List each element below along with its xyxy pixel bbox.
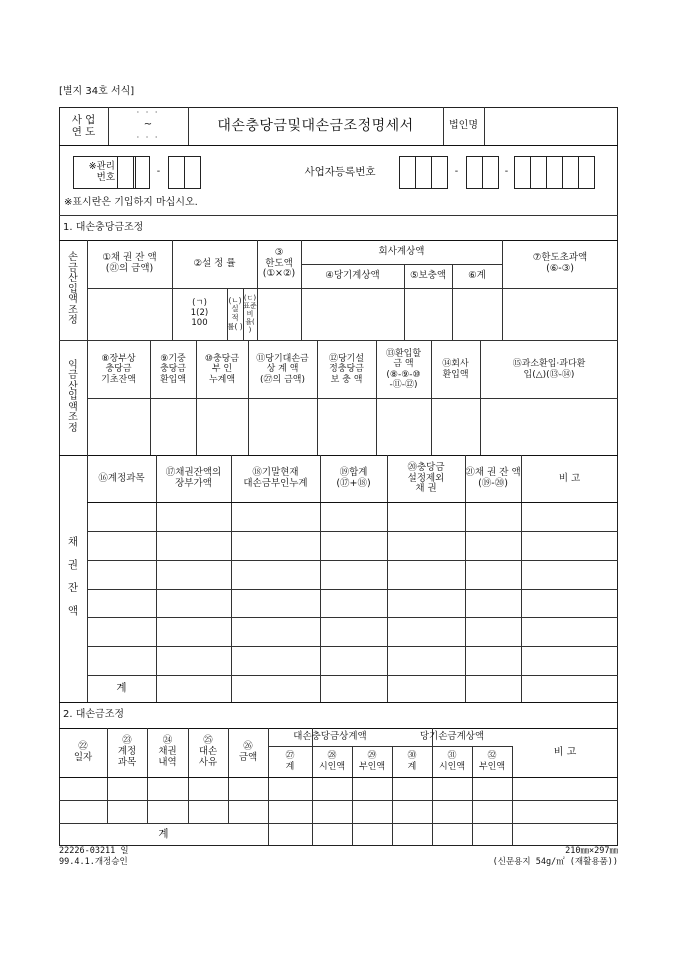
excluded-receivables-cell[interactable] — [387, 589, 465, 617]
book-value-cell[interactable] — [156, 560, 231, 589]
remarks-cell[interactable] — [512, 777, 618, 800]
approval-date: 99.4.1.개정승인 — [59, 856, 128, 867]
account-cell[interactable] — [87, 617, 156, 646]
table-row — [87, 531, 618, 560]
side-label-char: 입 — [68, 391, 78, 403]
reversal-amount-input[interactable] — [376, 398, 431, 455]
form-title: 대손충당금및대손금조정명세서 — [217, 117, 414, 134]
account-cell[interactable] — [87, 531, 156, 560]
receivable-balance-cell[interactable] — [465, 646, 521, 675]
col-reversal-amount: ⑬환입할 금 액 (⑧-⑨-⑩ -⑪-⑫) — [385, 348, 422, 390]
period-separator: ~ — [143, 119, 153, 131]
nondeductible-adjustment-side-label — [59, 340, 87, 455]
col-book-allowance-opening: ⑧장부상 충당금 기초잔액 — [101, 353, 136, 385]
col-allowance-supplement: ⑫당기설 정충당금 보 충 액 — [328, 353, 365, 385]
form-code: 22226-03211 일 — [59, 846, 129, 856]
rate-option-b[interactable]: (ㄴ) 실 적 률( ) — [227, 295, 243, 331]
divider — [87, 675, 618, 676]
company-recorded-group: 회사계상액 — [378, 245, 425, 257]
offset-disallowed-cell[interactable] — [352, 777, 392, 800]
col-company-reversal: ⑭회사 환입액 — [442, 359, 469, 380]
col-receivable-detail: ㉔ 채권 내역 — [158, 735, 177, 768]
side-label-char: 금 — [68, 370, 78, 382]
sum-cell[interactable] — [320, 531, 387, 560]
expense-total-cell[interactable] — [392, 777, 432, 800]
business-year-field[interactable] — [108, 107, 188, 145]
allowance-reversal-input[interactable] — [150, 398, 196, 455]
biz-reg-digit-8[interactable] — [546, 156, 563, 189]
col-account: ⑯계정과목 — [98, 472, 145, 484]
col-offset-allowed: ㉘ 시인액 — [318, 751, 346, 772]
section2-total-label: 계 — [158, 827, 169, 840]
col-expense-total: ㉚ 계 — [407, 751, 417, 772]
excluded-receivables-cell[interactable] — [387, 560, 465, 589]
table-row — [87, 617, 618, 646]
company-reversal-input[interactable] — [431, 398, 480, 455]
side-label-char: 정 — [68, 422, 78, 434]
col-account: ㉓ 계정 과목 — [117, 735, 137, 768]
offset-total-cell[interactable] — [268, 777, 312, 800]
col-total: ⑥계 — [468, 269, 486, 281]
side-label-char: 액 — [68, 401, 78, 413]
biz-reg-digit-5[interactable] — [482, 156, 499, 189]
mgmt-no-label: ※관리 번호 — [88, 160, 115, 183]
side-label-char: 입 — [68, 283, 78, 295]
admin-notice: ※표시란은 기입하지 마십시오. — [64, 197, 198, 209]
excluded-receivables-cell[interactable] — [387, 502, 465, 531]
table-row — [87, 646, 618, 675]
sum-cell[interactable] — [320, 617, 387, 646]
biz-reg-digit-9[interactable] — [562, 156, 579, 189]
biz-reg-dash-1: - — [454, 166, 459, 178]
date-cell[interactable] — [59, 777, 107, 800]
remarks-cell[interactable] — [512, 800, 618, 823]
mgmt-no-digit-4[interactable] — [184, 156, 201, 189]
bad-debt-disallowed-cell[interactable] — [231, 589, 320, 617]
biz-reg-digit-2[interactable] — [415, 156, 432, 189]
limit-amount-input[interactable] — [257, 288, 301, 340]
side-label-char: 권 — [67, 558, 79, 571]
side-label-char: 채 — [67, 535, 79, 548]
bad-debt-disallowed-cell[interactable] — [231, 531, 320, 560]
side-label-char: 잔 — [67, 582, 79, 594]
col-current-recorded: ④당기계상액 — [325, 269, 380, 281]
expense-allowed-cell[interactable] — [432, 800, 472, 823]
col-bad-debt-disallowed: ⑱기말현재 대손금부인누계 — [243, 467, 308, 489]
table-row — [59, 800, 618, 823]
current-recorded-input[interactable] — [301, 288, 404, 340]
corp-name-label: 법인명 — [449, 120, 478, 132]
under-over-reversal-input[interactable] — [480, 398, 618, 455]
side-label-char: 익 — [68, 359, 78, 371]
allowance-offset-group: 대손충당금상계액 — [293, 730, 367, 742]
expense-disallowed-cell[interactable] — [472, 777, 512, 800]
offset-disallowed-cell[interactable] — [352, 800, 392, 823]
allowance-supplement-input[interactable] — [317, 398, 376, 455]
offset-allowed-cell[interactable] — [312, 800, 352, 823]
rate-option-c[interactable]: (ㄷ) 표준비 율( ) — [243, 293, 257, 335]
divider — [59, 145, 618, 146]
biz-reg-digit-7[interactable] — [530, 156, 547, 189]
book-value-cell[interactable] — [156, 531, 231, 560]
col-remarks: 비 고 — [553, 746, 577, 758]
bad-debt-offset-input[interactable] — [248, 398, 317, 455]
col-sum: ⑲합계 (⑰+⑱) — [336, 467, 371, 489]
book-value-cell[interactable] — [156, 617, 231, 646]
side-label-char: 금 — [68, 262, 78, 274]
current-expense-group: 당기손금계상액 — [419, 730, 485, 742]
col-offset-total: ㉗ 계 — [285, 751, 295, 772]
offset-total-cell[interactable] — [268, 800, 312, 823]
col-receivable-balance: ㉑채 권 잔 액 (⑲-⑳) — [465, 467, 521, 489]
section2-title: 2. 대손금조정 — [63, 709, 125, 721]
footer-left — [59, 846, 259, 867]
form-number-label: [별지 34호 서식] — [59, 86, 135, 98]
table-row — [59, 777, 618, 800]
col-limit-excess: ⑦한도초과액 (⑥-③) — [532, 252, 588, 274]
sum-cell[interactable] — [320, 560, 387, 589]
side-label-char: 조 — [68, 412, 78, 424]
side-label-char: 손 — [68, 252, 78, 264]
footer-right — [380, 846, 618, 867]
excluded-receivables-cell[interactable] — [387, 646, 465, 675]
col-expense-allowed: ㉛ 시인액 — [438, 751, 466, 772]
supplement-input[interactable] — [404, 288, 452, 340]
side-label-char: 액 — [67, 605, 79, 618]
receivable-balance-cell[interactable] — [465, 617, 521, 646]
amount-cell[interactable] — [228, 800, 268, 823]
amount-cell[interactable] — [228, 777, 268, 800]
receivables-side-label — [59, 502, 87, 652]
col-expense-disallowed: ㉜ 부인액 — [478, 751, 506, 772]
account-cell[interactable] — [87, 589, 156, 617]
remarks-cell[interactable] — [521, 560, 618, 589]
mgmt-no-digit-1[interactable] — [117, 156, 134, 189]
col-remarks: 비 고 — [558, 472, 581, 484]
bad-debt-disallowed-cell[interactable] — [231, 646, 320, 675]
limit-excess-input[interactable] — [502, 288, 618, 340]
remarks-cell[interactable] — [521, 502, 618, 531]
bad-debt-disallowed-cell[interactable] — [231, 617, 320, 646]
side-label-char: 액 — [68, 294, 78, 306]
col-bad-debt-reason: ㉕ 대손 사유 — [198, 735, 218, 768]
col-allowance-disallowed-cumulative: ⑩충당금 부 인 누계액 — [204, 353, 240, 385]
col-excluded-receivables: ⑳충당금 설정제외 채 권 — [407, 461, 445, 495]
side-label-char: 산 — [68, 273, 78, 285]
sum-cell[interactable] — [320, 646, 387, 675]
col-bad-debt-offset: ⑪당기대손금 상 계 액 (㉗의 금액) — [256, 353, 309, 385]
receivable-detail-cell[interactable] — [147, 777, 188, 800]
bad-debt-disallowed-cell[interactable] — [231, 560, 320, 589]
paper-size: 210㎜×297㎜ — [565, 846, 618, 856]
sum-cell[interactable] — [320, 589, 387, 617]
col-limit-amount: ③ 한도액 (①×②) — [262, 246, 296, 280]
excluded-receivables-cell[interactable] — [387, 531, 465, 560]
account-cell[interactable] — [87, 502, 156, 531]
receivable-balance-cell[interactable] — [465, 531, 521, 560]
excluded-receivables-cell[interactable] — [387, 617, 465, 646]
bad-debt-reason-cell[interactable] — [188, 800, 228, 823]
col-book-value: ⑰채권잔액의 장부가액 — [165, 467, 222, 489]
col-under-over-reversal: ⑮과소환입·과다환 입(△)(⑬-⑭) — [512, 359, 586, 380]
account-cell[interactable] — [87, 560, 156, 589]
biz-reg-dash-2: - — [504, 166, 509, 178]
divider — [268, 823, 269, 845]
book-allowance-opening-input[interactable] — [87, 398, 150, 455]
receivable-balance-input[interactable] — [87, 288, 172, 340]
remarks-cell[interactable] — [521, 531, 618, 560]
expense-allowed-cell[interactable] — [432, 777, 472, 800]
period-end-dots: · · · — [136, 133, 160, 143]
account-cell[interactable] — [87, 646, 156, 675]
table-row — [87, 502, 618, 531]
col-date: ㉒ 일자 — [73, 740, 93, 763]
receivable-balance-cell[interactable] — [465, 560, 521, 589]
biz-reg-no-label: 사업자등록번호 — [304, 166, 376, 179]
section1-title: 1. 대손충당금조정 — [63, 221, 144, 233]
col-offset-disallowed: ㉙ 부인액 — [358, 751, 386, 772]
receivable-detail-cell[interactable] — [147, 800, 188, 823]
book-value-cell[interactable] — [156, 502, 231, 531]
receivable-balance-cell[interactable] — [465, 589, 521, 617]
paper-spec: (신문용지 54g/㎡ (재활용품)) — [492, 856, 618, 867]
rate-option-a[interactable]: (ㄱ) 1(2) 100 — [190, 298, 209, 328]
remarks-cell[interactable] — [521, 617, 618, 646]
period-start-dots: · · · — [136, 108, 160, 118]
allowance-disallowed-cumulative-input[interactable] — [196, 398, 248, 455]
remarks-cell[interactable] — [521, 646, 618, 675]
remarks-cell[interactable] — [521, 589, 618, 617]
col-amount: ㉖ 금액 — [238, 740, 258, 763]
side-label-char: 산 — [68, 380, 78, 392]
bad-debt-reason-cell[interactable] — [188, 777, 228, 800]
sum-cell[interactable] — [320, 502, 387, 531]
mgmt-no-digit-2[interactable] — [133, 156, 150, 189]
date-cell[interactable] — [59, 800, 107, 823]
mgmt-no-dash: - — [156, 166, 161, 178]
biz-reg-digit-4[interactable] — [466, 156, 483, 189]
expense-total-cell[interactable] — [392, 800, 432, 823]
table-row — [87, 589, 618, 617]
expense-disallowed-cell[interactable] — [472, 800, 512, 823]
biz-reg-digit-10[interactable] — [578, 156, 595, 189]
book-value-cell[interactable] — [156, 646, 231, 675]
corp-name-field[interactable] — [484, 107, 618, 145]
deductible-adjustment-side-label — [59, 240, 87, 340]
mgmt-no-digit-3[interactable] — [168, 156, 185, 189]
table-row — [87, 560, 618, 589]
side-label-char: 정 — [68, 315, 78, 327]
business-year-label: 사 업 연 도 — [71, 113, 96, 138]
col-setting-rate: ②설 정 률 — [193, 257, 236, 269]
bad-debt-disallowed-cell[interactable] — [231, 502, 320, 531]
receivable-balance-cell[interactable] — [465, 502, 521, 531]
biz-reg-digit-6[interactable] — [514, 156, 531, 189]
offset-allowed-cell[interactable] — [312, 777, 352, 800]
receivables-total-label: 계 — [116, 682, 127, 695]
book-value-cell[interactable] — [156, 589, 231, 617]
biz-reg-digit-1[interactable] — [399, 156, 416, 189]
account-cell[interactable] — [107, 800, 147, 823]
side-label-char: 조 — [68, 304, 78, 316]
col-supplement: ⑤보충액 — [409, 269, 447, 281]
col-allowance-reversal: ⑨기중 충당금 환입액 — [159, 353, 187, 385]
biz-reg-digit-3[interactable] — [431, 156, 448, 189]
account-cell[interactable] — [107, 777, 147, 800]
col-receivable-balance: ①채 권 잔 액 (㉑의 금액) — [102, 252, 157, 274]
total-input[interactable] — [452, 288, 502, 340]
